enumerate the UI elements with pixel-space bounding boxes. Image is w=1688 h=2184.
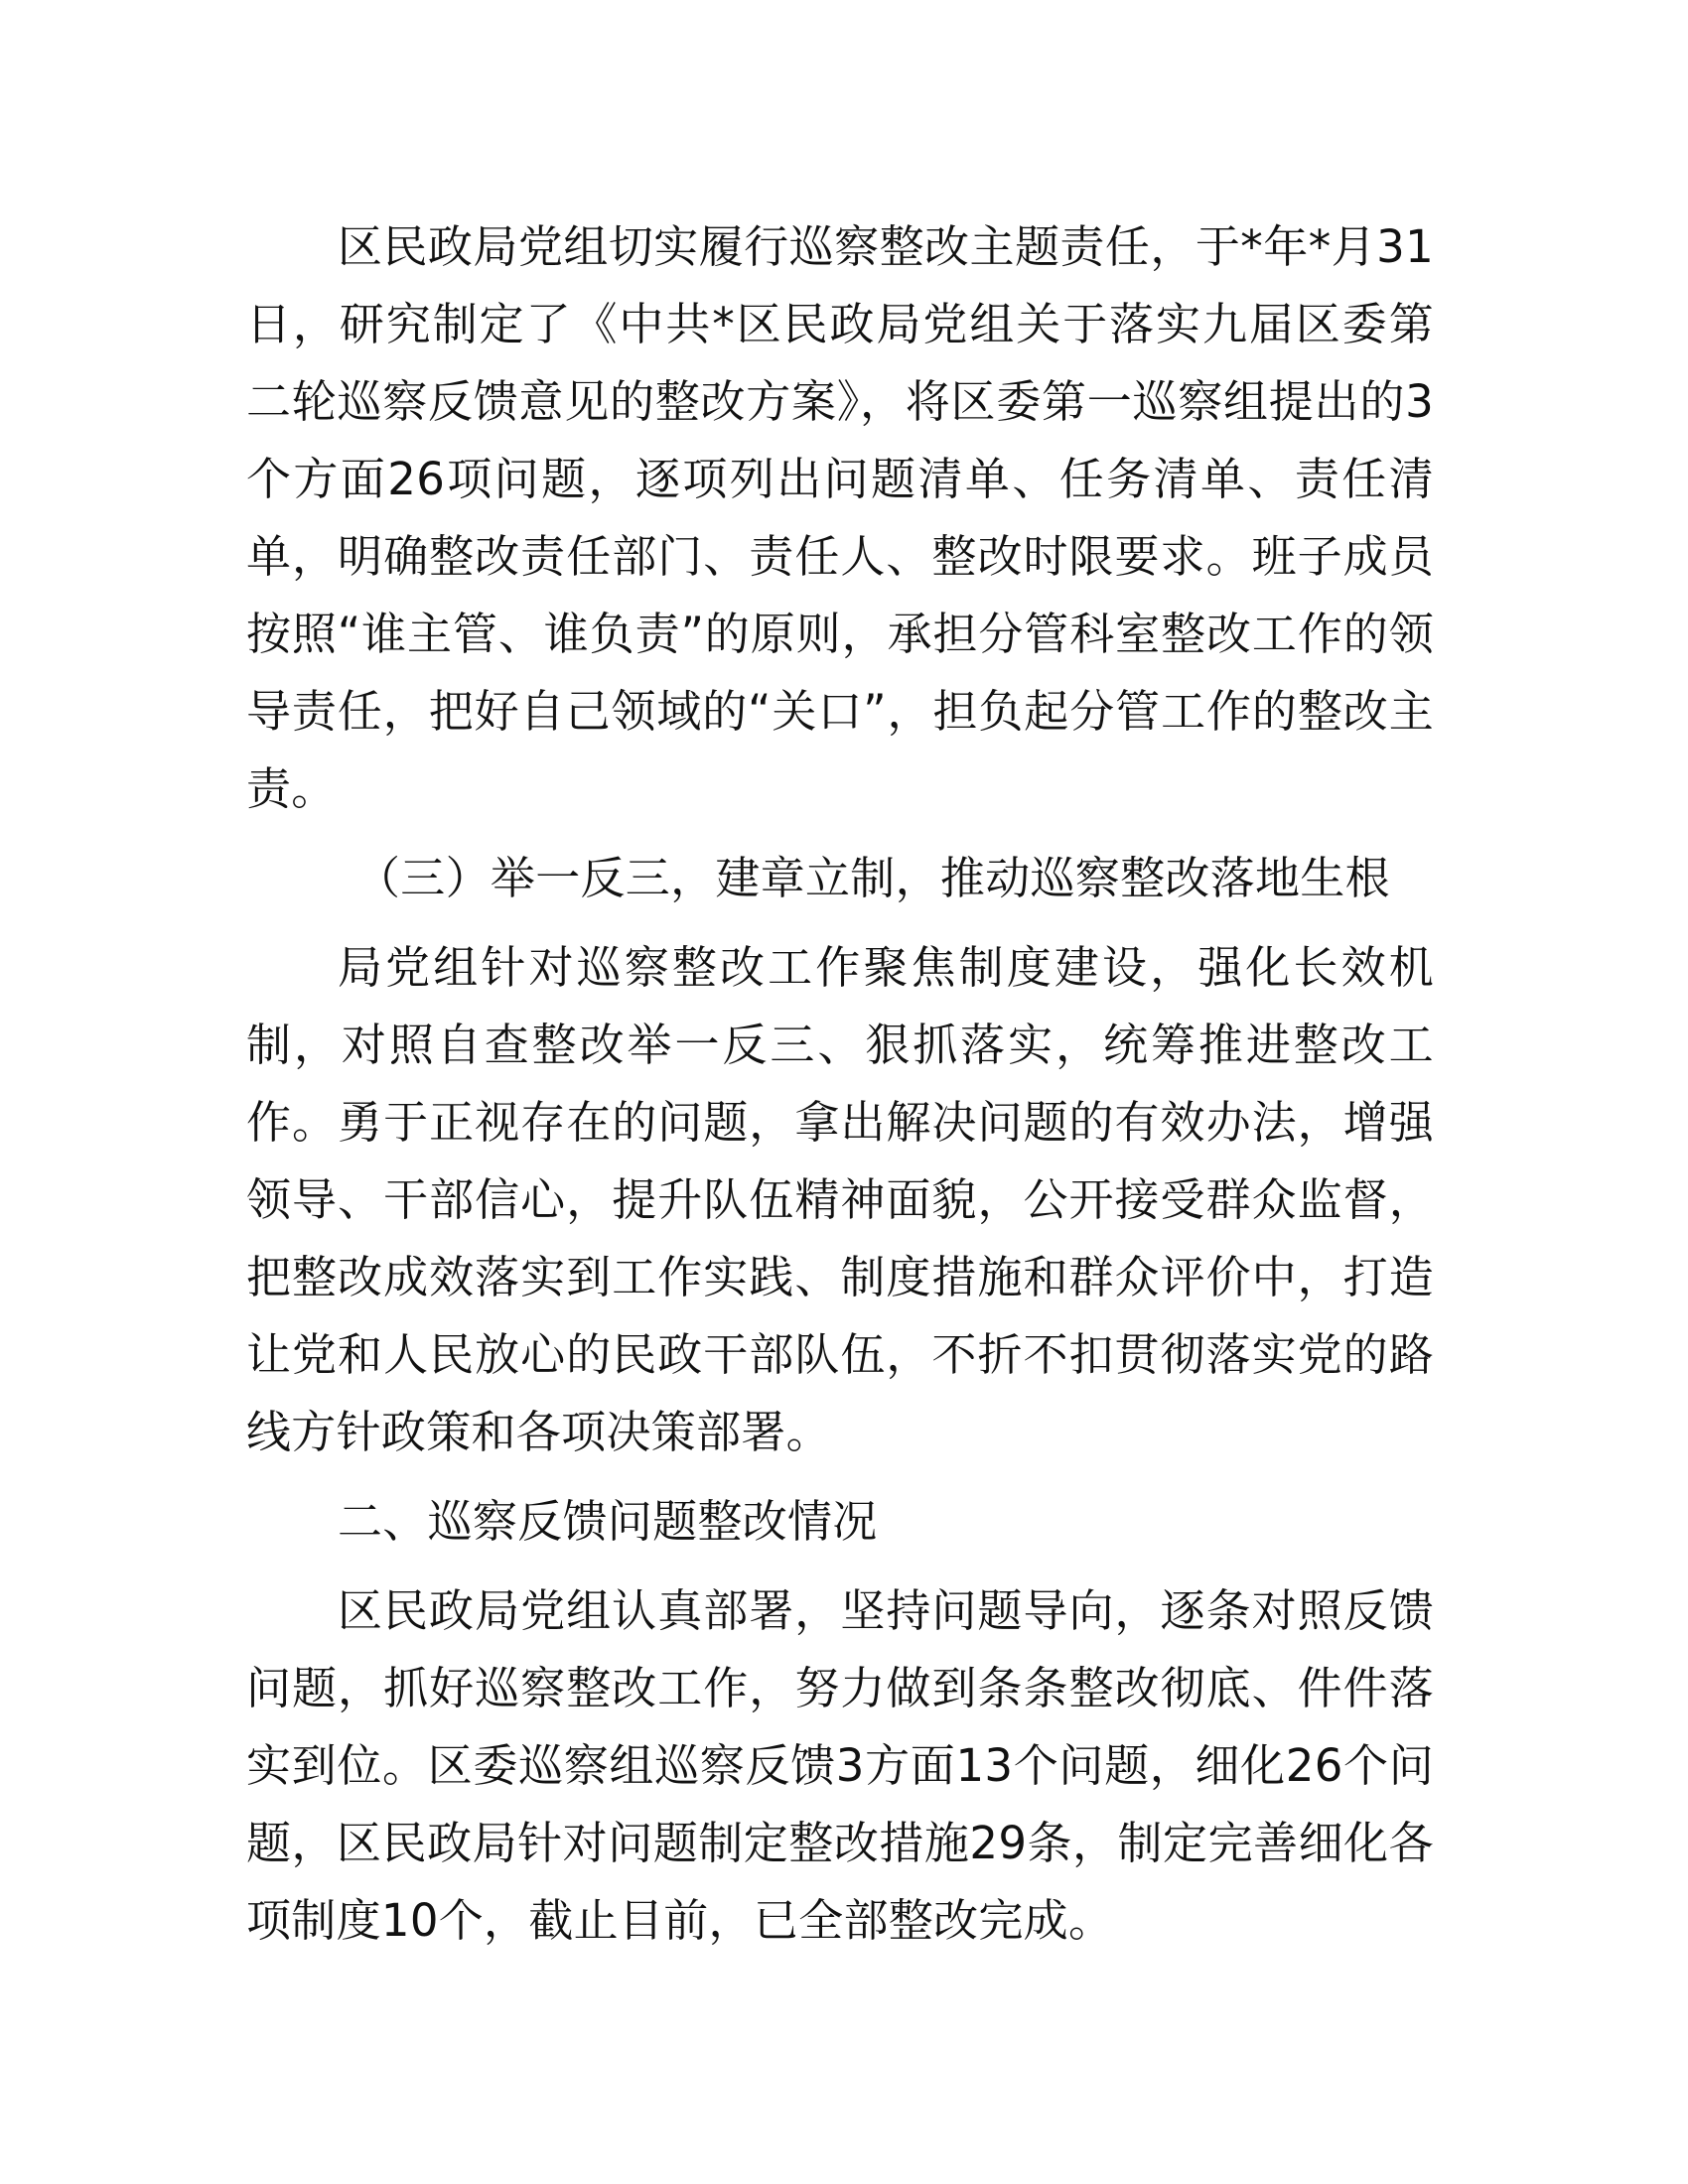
- paragraph-rectification-responsibility: 区民政局党组切实履行巡察整改主题责任，于*年*月31日，研究制定了《中共*区民政局党组关于落实九届区委第二轮巡察反馈意见的整改方案》，将区委第一巡察组提出的3个方面26项问题，逐项列出问题清单、任务清单、责任清单，明确整改责任部门、责任人、整改时限要求。班子成员按照“谁主管、谁负责”的原则，承担分管科室整改工作的领导责任，把好自己领域的“关口”，担负起分管工作的整改主责。: [246, 220, 1434, 815]
- paragraph-gap: [246, 917, 1434, 929]
- section-heading-two: 二、巡察反馈问题整改情况: [338, 1495, 878, 1548]
- document-body: [246, 208, 1434, 1960]
- paragraph-rectification-status: 区民政局党组认真部署，坚持问题导向，逐条对照反馈问题，抓好巡察整改工作，努力做到条条整改彻底、件件落实到位。区委巡察组巡察反馈3方面13个问题，细化26个问题，区民政局针对问题制定整改措施29条，制定完善细化各项制度10个，截止目前，已全部整改完成。: [246, 1584, 1434, 1947]
- paragraph-system-building: 局党组针对巡察整改工作聚焦制度建设，强化长效机制，对照自查整改举一反三、狠抓落实，统筹推进整改工作。勇于正视存在的问题，拿出解决问题的有效办法，增强领导、干部信心，提升队伍精神面貌，公开接受群众监督，把整改成效落实到工作实践、制度措施和群众评价中，打造让党和人民放心的民政干部队伍，不折不扣贯彻落实党的路线方针政策和各项决策部署。: [246, 941, 1434, 1458]
- paragraph-gap: [246, 828, 1434, 840]
- paragraph-gap: [246, 1561, 1434, 1572]
- paragraph-gap: [246, 1471, 1434, 1483]
- section-heading-three: （三）举一反三，建章立制，推动巡察整改落地生根: [355, 852, 1390, 904]
